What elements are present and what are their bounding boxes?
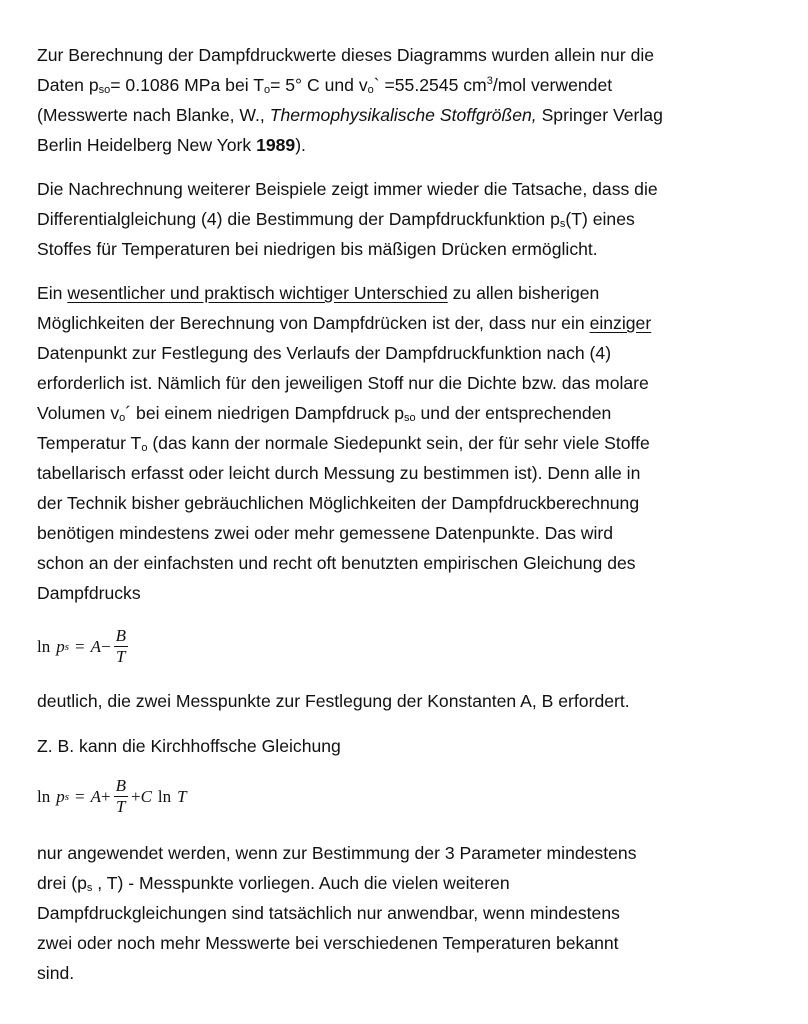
text-line: deutlich, die zwei Messpunkte zur Festlegung der Konstanten A, B erfordert. [37,691,630,711]
text-line: der Technik bisher gebräuchlichen Möglichkeiten der Dampfdruckberechnung [37,493,640,513]
text-line: (Messwerte nach Blanke, W., Thermophysikalische Stoffgrößen, Springer Verlag [37,105,663,125]
underlined-word: einziger [589,313,652,333]
text-line: benötigen mindestens zwei oder mehr gemessene Datenpunkte. Das wird [37,523,614,543]
text-line: Differentialgleichung (4) die Bestimmung der Dampfdruckfunktion $p_s(T)$ eines [37,209,635,230]
text-line: tabellarisch erfasst oder leicht durch Messung zu bestimmen ist). Denn alle in [37,463,641,483]
text-line: Zur Berechnung der Dampfdruckwerte dieses Diagramms wurden allein nur die [37,45,655,65]
equation-kirchhoff: ln p s = A + $\frac{B}{T}$ + C ln T [37,776,187,816]
equation-antoine-simple: ln p s = A − $\frac{B}{T}$ [37,626,126,666]
paragraph-two-points [37,686,787,716]
fraction-b-over-t: $\frac{B}{T}$ [115,626,126,666]
underlined-phrase: wesentlicher und praktisch wichtiger Unterschied [67,283,448,303]
text-line: sind. [37,963,75,983]
text-line: nur angewendet werden, wenn zur Bestimmung der 3 Parameter mindestens [37,843,637,863]
text-line: Datenpunkt zur Festlegung des Verlaufs der Dampfdruckfunktion nach (4) [37,343,612,363]
book-title: Thermophysikalische Stoffgrößen, [269,105,537,125]
text-line: Daten $p_{so}= 0.1086$ MPa bei $T_o= 5^\circ$ C und $v_o` =55.2545$ $cm^3$/mol verwendet [37,75,613,96]
paragraph-data-source [37,40,787,160]
text-line: Dampfdrucks [37,583,141,603]
paragraph-recalculation [37,174,787,264]
text-line: Ein wesentlicher und praktisch wichtiger Unterschied zu allen bisherigen [37,283,600,303]
paragraph-kirchhoff-requirements [37,838,787,988]
paragraph-difference [37,278,787,608]
text-line: Stoffes für Temperaturen bei niedrigen bis mäßigen Drücken ermöglicht. [37,239,598,259]
text-line: Temperatur $T_o$ (das kann der normale Siedepunkt sein, der für sehr viele Stoffe [37,433,650,454]
fraction-b-over-t: $\frac{B}{T}$ [115,776,126,816]
paragraph-kirchhoff-intro [37,731,787,761]
text-line: schon an der einfachsten und recht oft benutzten empirischen Gleichung des [37,553,636,573]
text-line: drei ($p_s$ , T) - Messpunkte vorliegen. Auch die vielen weiteren [37,873,510,894]
text-line: Dampfdruckgleichungen sind tatsächlich nur anwendbar, wenn mindestens [37,903,620,923]
text-line: Berlin Heidelberg New York 1989). [37,135,306,155]
text-line: Z. B. kann die Kirchhoffsche Gleichung [37,736,341,756]
text-line: Möglichkeiten der Berechnung von Dampfdrücken ist der, dass nur ein einziger [37,313,652,333]
text-line: zwei oder noch mehr Messwerte bei verschiedenen Temperaturen bekannt [37,933,619,953]
text-line: Die Nachrechnung weiterer Beispiele zeigt immer wieder die Tatsache, dass die [37,179,658,199]
text-line: Volumen $v_o´$ bei einem niedrigen Dampfdruck $p_{so}$ und der entsprechenden [37,403,612,424]
publication-year: 1989 [256,135,296,155]
text-line: erforderlich ist. Nämlich für den jeweiligen Stoff nur die Dichte bzw. das molare [37,373,649,393]
